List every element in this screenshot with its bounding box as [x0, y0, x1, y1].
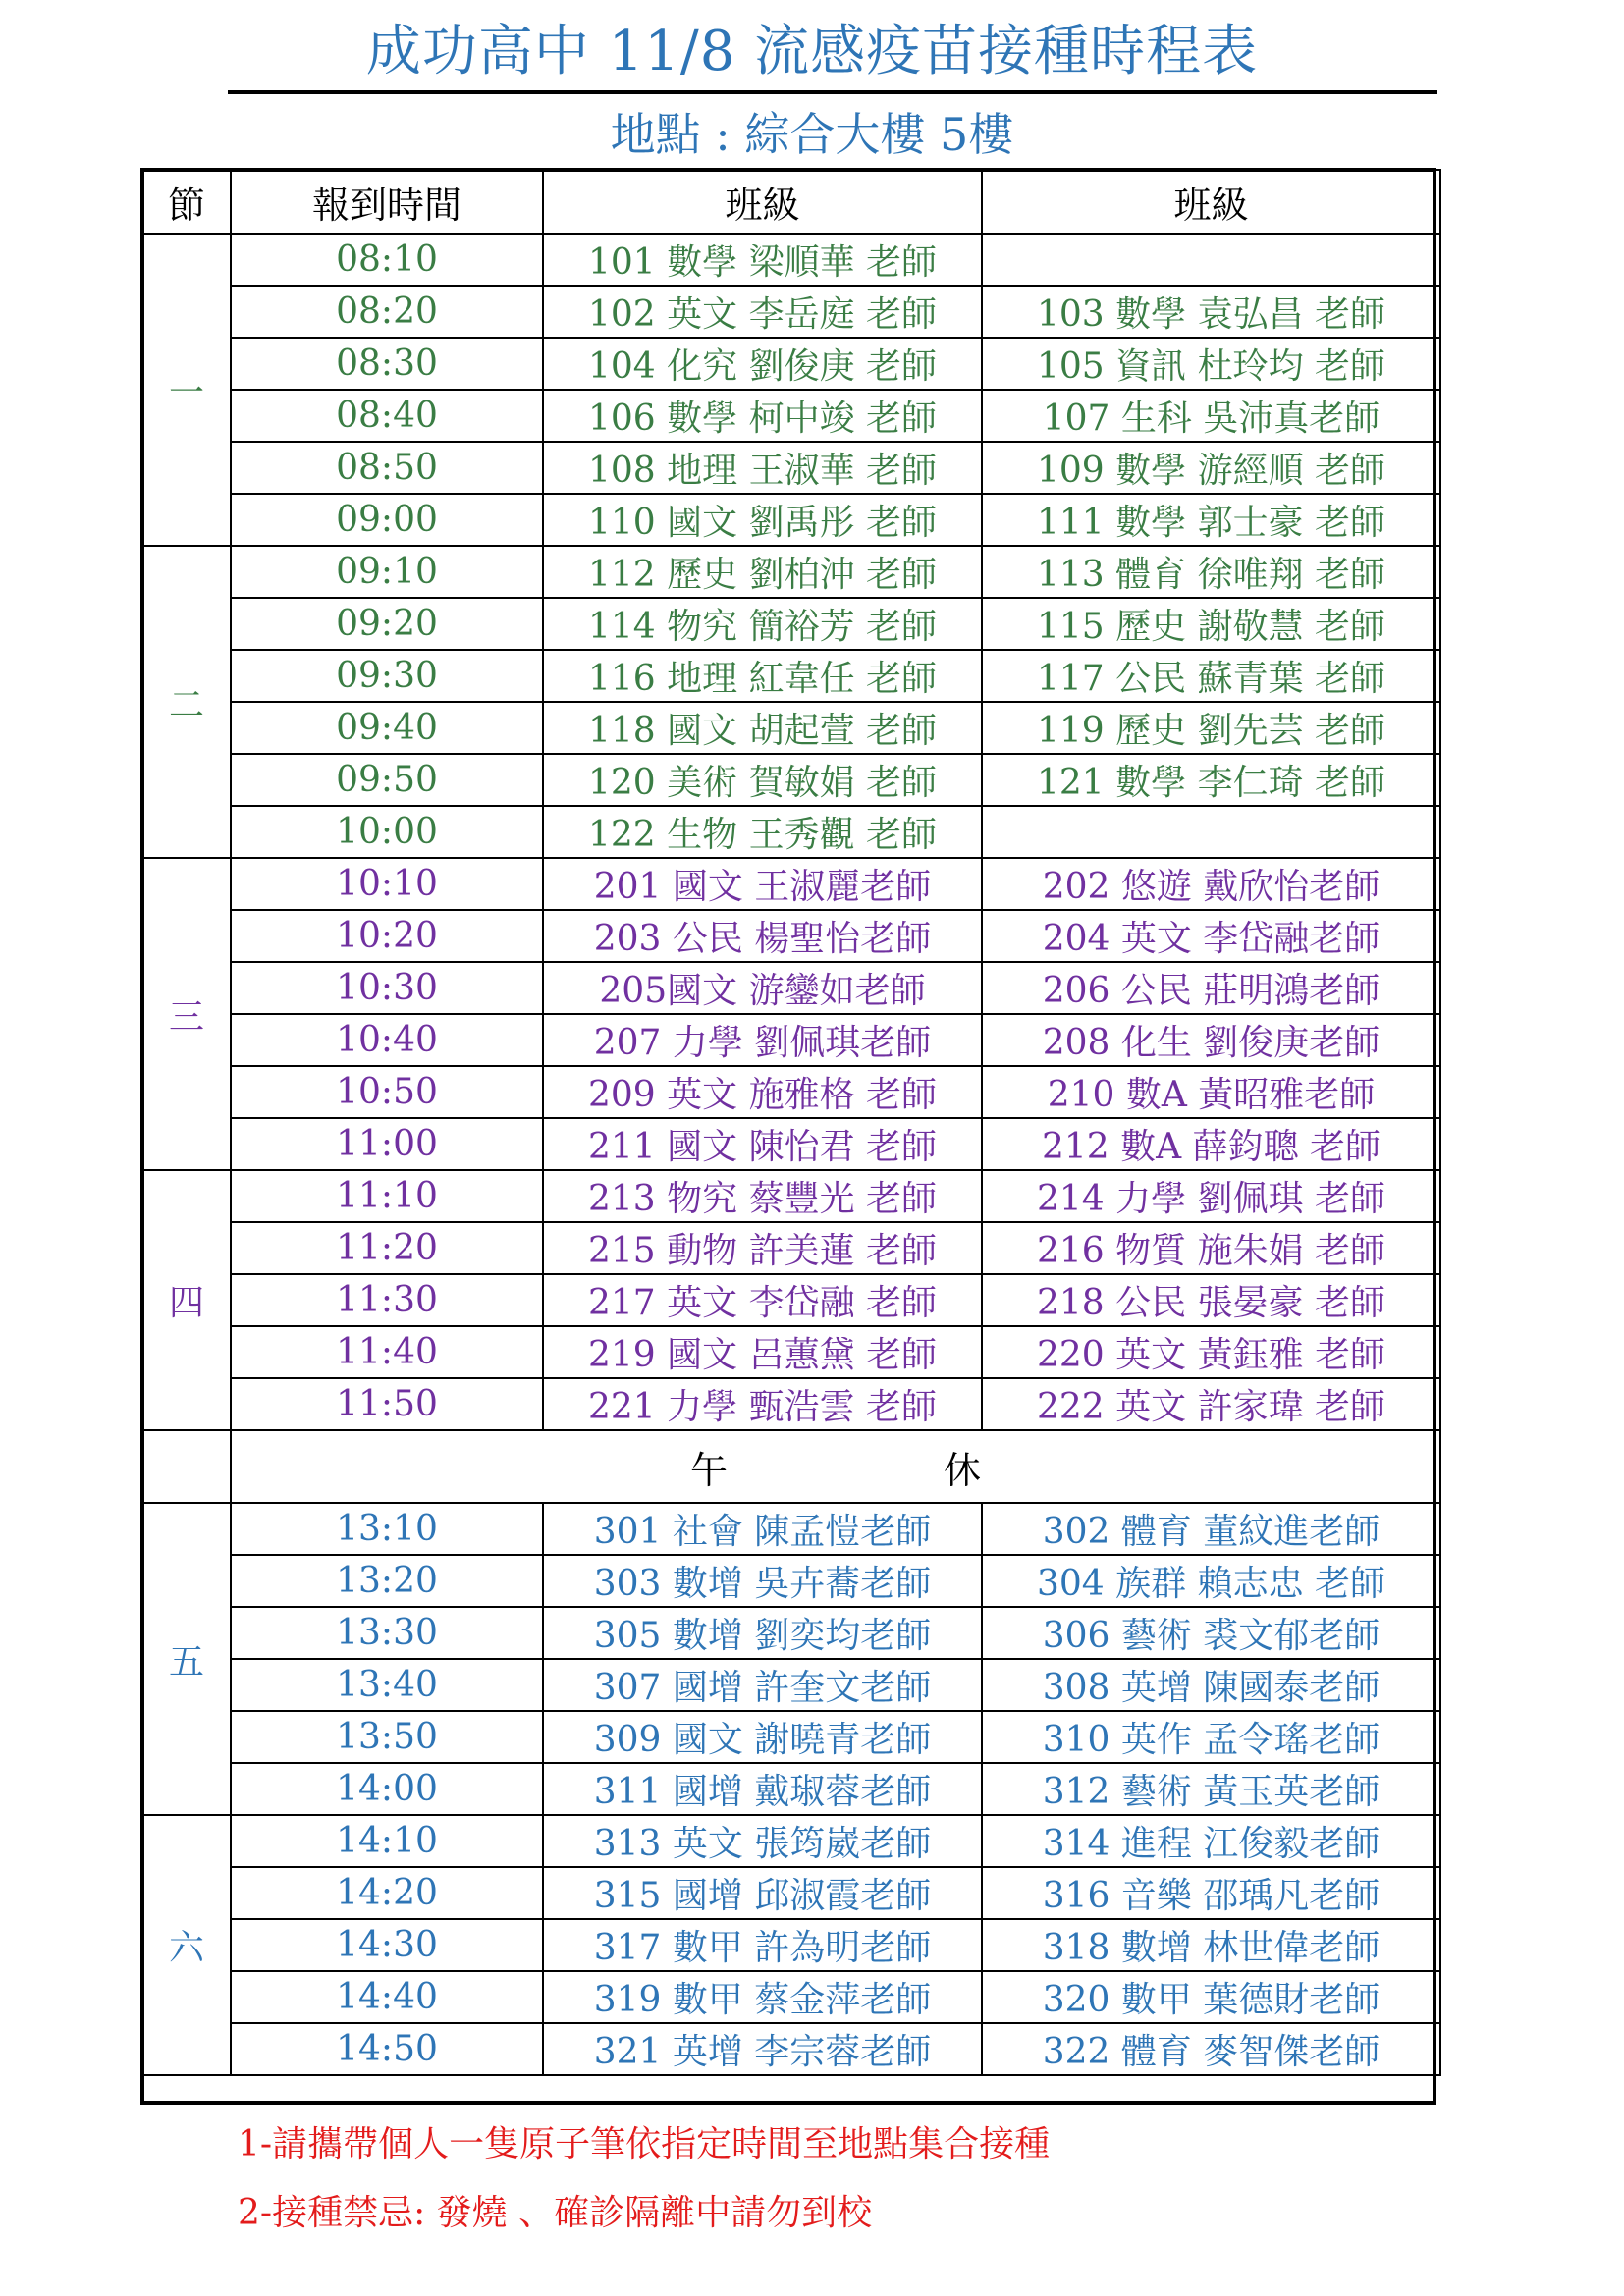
period-cell: 六 — [142, 1815, 231, 2075]
class-a-cell: 203 公民 楊聖怡老師 — [543, 910, 982, 962]
class-a-cell: 317 數甲 許為明老師 — [543, 1919, 982, 1971]
schedule-row — [142, 1222, 1440, 1274]
period-cell: 五 — [142, 1503, 231, 1815]
header-class-a: 班級 — [543, 170, 982, 234]
class-b-cell: 210 數A 黃昭雅老師 — [982, 1066, 1440, 1118]
time-cell: 13:40 — [231, 1659, 543, 1711]
class-b-cell: 212 數A 薛鈞聰 老師 — [982, 1118, 1440, 1170]
period-cell: 一 — [142, 234, 231, 546]
time-cell: 08:50 — [231, 442, 543, 494]
time-cell: 08:30 — [231, 338, 543, 390]
schedule-row — [142, 286, 1440, 338]
class-a-cell: 315 國增 邱淑霞老師 — [543, 1867, 982, 1919]
class-a-cell: 120 美術 賀敏娟 老師 — [543, 754, 982, 806]
class-b-cell: 107 生科 吳沛真老師 — [982, 390, 1440, 442]
time-cell: 09:50 — [231, 754, 543, 806]
class-a-cell: 321 英增 李宗蓉老師 — [543, 2023, 982, 2075]
schedule-row — [142, 1659, 1440, 1711]
class-a-cell: 213 物究 蔡豐光 老師 — [543, 1170, 982, 1222]
time-cell: 10:30 — [231, 962, 543, 1014]
schedule-row — [142, 1170, 1440, 1222]
schedule-row — [142, 442, 1440, 494]
class-a-cell: 217 英文 李岱融 老師 — [543, 1274, 982, 1326]
schedule-row — [142, 962, 1440, 1014]
schedule-row — [142, 338, 1440, 390]
class-b-cell: 214 力學 劉佩琪 老師 — [982, 1170, 1440, 1222]
location-subtitle: 地點 : 綜合大樓 5樓 — [610, 108, 1014, 161]
lunch-right-label: 休 — [944, 1448, 982, 1492]
lunch-period-cell — [142, 1430, 231, 1503]
time-cell: 08:20 — [231, 286, 543, 338]
time-cell: 14:50 — [231, 2023, 543, 2075]
class-b-cell: 322 體育 麥智傑老師 — [982, 2023, 1440, 2075]
class-a-cell: 303 數增 吳卉蕎老師 — [543, 1555, 982, 1607]
class-b-cell: 216 物質 施朱娟 老師 — [982, 1222, 1440, 1274]
class-b-cell: 204 英文 李岱融老師 — [982, 910, 1440, 962]
class-a-cell: 207 力學 劉佩琪老師 — [543, 1014, 982, 1066]
schedule-row — [142, 858, 1440, 910]
schedule-row — [142, 1274, 1440, 1326]
class-a-cell: 209 英文 施雅格 老師 — [543, 1066, 982, 1118]
class-a-cell: 108 地理 王淑華 老師 — [543, 442, 982, 494]
lunch-break-row — [142, 1430, 1440, 1503]
class-a-cell: 221 力學 甄浩雲 老師 — [543, 1378, 982, 1430]
schedule-row — [142, 1118, 1440, 1170]
class-a-cell: 104 化究 劉俊庚 老師 — [543, 338, 982, 390]
lunch-left-label: 午 — [689, 1448, 728, 1492]
class-b-cell: 206 公民 莊明鴻老師 — [982, 962, 1440, 1014]
time-cell: 10:40 — [231, 1014, 543, 1066]
class-b-cell: 310 英作 孟令瑤老師 — [982, 1711, 1440, 1763]
class-b-cell: 320 數甲 葉德財老師 — [982, 1971, 1440, 2023]
class-b-cell: 314 進程 江俊毅老師 — [982, 1815, 1440, 1867]
class-b-cell: 222 英文 許家瑋 老師 — [982, 1378, 1440, 1430]
class-a-cell: 305 數增 劉奕均老師 — [543, 1607, 982, 1659]
note-contraindications: 2-接種禁忌: 發燒 、確診隔離中請勿到校 — [238, 2193, 873, 2233]
schedule-row — [142, 494, 1440, 546]
class-b-cell: 119 歷史 劉先芸 老師 — [982, 702, 1440, 754]
schedule-row — [142, 1607, 1440, 1659]
class-a-cell: 319 數甲 蔡金萍老師 — [543, 1971, 982, 2023]
class-b-cell: 105 資訊 杜玲均 老師 — [982, 338, 1440, 390]
class-b-cell: 218 公民 張晏豪 老師 — [982, 1274, 1440, 1326]
time-cell: 09:00 — [231, 494, 543, 546]
time-cell: 14:00 — [231, 1763, 543, 1815]
class-a-cell: 205國文 游鑾如老師 — [543, 962, 982, 1014]
class-b-cell: 111 數學 郭士豪 老師 — [982, 494, 1440, 546]
class-a-cell: 112 歷史 劉柏沖 老師 — [543, 546, 982, 598]
time-cell: 13:30 — [231, 1607, 543, 1659]
time-cell: 09:10 — [231, 546, 543, 598]
schedule-row — [142, 1014, 1440, 1066]
schedule-row — [142, 1503, 1440, 1555]
time-cell: 11:40 — [231, 1326, 543, 1378]
schedule-row — [142, 390, 1440, 442]
period-cell: 四 — [142, 1170, 231, 1430]
schedule-row — [142, 650, 1440, 702]
class-b-cell: 318 數增 林世偉老師 — [982, 1919, 1440, 1971]
class-b-cell: 109 數學 游經順 老師 — [982, 442, 1440, 494]
class-b-cell: 220 英文 黃鈺雅 老師 — [982, 1326, 1440, 1378]
period-cell: 三 — [142, 858, 231, 1170]
vaccination-schedule-table — [141, 169, 1441, 2076]
title-underline — [228, 90, 1437, 94]
time-cell: 10:00 — [231, 806, 543, 858]
class-a-cell: 313 英文 張筠崴老師 — [543, 1815, 982, 1867]
class-a-cell: 201 國文 王淑麗老師 — [543, 858, 982, 910]
class-a-cell: 116 地理 紅韋任 老師 — [543, 650, 982, 702]
schedule-row — [142, 1555, 1440, 1607]
schedule-row — [142, 2023, 1440, 2075]
table-header-row — [142, 170, 1440, 234]
schedule-row — [142, 1763, 1440, 1815]
schedule-row — [142, 598, 1440, 650]
class-a-cell: 106 數學 柯中竣 老師 — [543, 390, 982, 442]
time-cell: 14:20 — [231, 1867, 543, 1919]
schedule-row — [142, 1971, 1440, 2023]
schedule-row — [142, 1066, 1440, 1118]
class-a-cell: 101 數學 梁順華 老師 — [543, 234, 982, 286]
time-cell: 11:00 — [231, 1118, 543, 1170]
time-cell: 10:10 — [231, 858, 543, 910]
class-a-cell: 219 國文 呂蕙黛 老師 — [543, 1326, 982, 1378]
time-cell: 11:30 — [231, 1274, 543, 1326]
time-cell: 09:40 — [231, 702, 543, 754]
schedule-row — [142, 234, 1440, 286]
class-b-cell: 202 悠遊 戴欣怡老師 — [982, 858, 1440, 910]
class-b-cell: 306 藝術 裘文郁老師 — [982, 1607, 1440, 1659]
class-b-cell: 308 英增 陳國泰老師 — [982, 1659, 1440, 1711]
schedule-row — [142, 1919, 1440, 1971]
class-b-cell: 302 體育 董紋進老師 — [982, 1503, 1440, 1555]
note-bring-pen: 1-請攜帶個人一隻原子筆依指定時間至地點集合接種 — [238, 2124, 1051, 2164]
morning-schedule — [142, 234, 1440, 1430]
class-b-cell: 304 族群 賴志忠 老師 — [982, 1555, 1440, 1607]
schedule-row — [142, 1711, 1440, 1763]
class-b-cell: 115 歷史 謝敬慧 老師 — [982, 598, 1440, 650]
schedule-row — [142, 546, 1440, 598]
class-a-cell: 102 英文 李岳庭 老師 — [543, 286, 982, 338]
class-b-cell: 117 公民 蘇青葉 老師 — [982, 650, 1440, 702]
class-b-cell: 103 數學 袁弘昌 老師 — [982, 286, 1440, 338]
time-cell: 14:10 — [231, 1815, 543, 1867]
time-cell: 11:20 — [231, 1222, 543, 1274]
time-cell: 14:40 — [231, 1971, 543, 2023]
class-b-cell: 208 化生 劉俊庚老師 — [982, 1014, 1440, 1066]
schedule-row — [142, 1378, 1440, 1430]
period-cell: 二 — [142, 546, 231, 858]
header-time: 報到時間 — [231, 170, 543, 234]
class-b-cell: 121 數學 李仁琦 老師 — [982, 754, 1440, 806]
time-cell: 08:40 — [231, 390, 543, 442]
class-a-cell: 309 國文 謝曉青老師 — [543, 1711, 982, 1763]
class-b-cell — [982, 234, 1440, 286]
time-cell: 11:10 — [231, 1170, 543, 1222]
class-a-cell: 114 物究 簡裕芳 老師 — [543, 598, 982, 650]
schedule-row — [142, 1326, 1440, 1378]
time-cell: 13:50 — [231, 1711, 543, 1763]
time-cell: 13:20 — [231, 1555, 543, 1607]
class-a-cell: 311 國增 戴琡蓉老師 — [543, 1763, 982, 1815]
time-cell: 09:20 — [231, 598, 543, 650]
time-cell: 09:30 — [231, 650, 543, 702]
schedule-row — [142, 1867, 1440, 1919]
class-a-cell: 307 國增 許奎文老師 — [543, 1659, 982, 1711]
class-b-cell: 316 音樂 邵瑀凡老師 — [982, 1867, 1440, 1919]
schedule-row — [142, 1815, 1440, 1867]
class-a-cell: 215 動物 許美蓮 老師 — [543, 1222, 982, 1274]
schedule-row — [142, 754, 1440, 806]
header-class-b: 班級 — [982, 170, 1440, 234]
schedule-row — [142, 910, 1440, 962]
class-b-cell: 113 體育 徐唯翔 老師 — [982, 546, 1440, 598]
page-title: 成功高中 11/8 流感疫苗接種時程表 — [365, 20, 1259, 83]
class-a-cell: 301 社會 陳孟愷老師 — [543, 1503, 982, 1555]
time-cell: 11:50 — [231, 1378, 543, 1430]
time-cell: 14:30 — [231, 1919, 543, 1971]
class-b-cell — [982, 806, 1440, 858]
schedule-row — [142, 806, 1440, 858]
class-a-cell: 110 國文 劉禹彤 老師 — [543, 494, 982, 546]
class-a-cell: 122 生物 王秀觀 老師 — [543, 806, 982, 858]
class-a-cell: 211 國文 陳怡君 老師 — [543, 1118, 982, 1170]
schedule-row — [142, 702, 1440, 754]
afternoon-schedule — [142, 1503, 1440, 2075]
header-period: 節 — [142, 170, 231, 234]
time-cell: 10:20 — [231, 910, 543, 962]
class-a-cell: 118 國文 胡起萱 老師 — [543, 702, 982, 754]
time-cell: 08:10 — [231, 234, 543, 286]
lunch-break-cell — [231, 1430, 1440, 1503]
time-cell: 10:50 — [231, 1066, 543, 1118]
time-cell: 13:10 — [231, 1503, 543, 1555]
class-b-cell: 312 藝術 黃玉英老師 — [982, 1763, 1440, 1815]
